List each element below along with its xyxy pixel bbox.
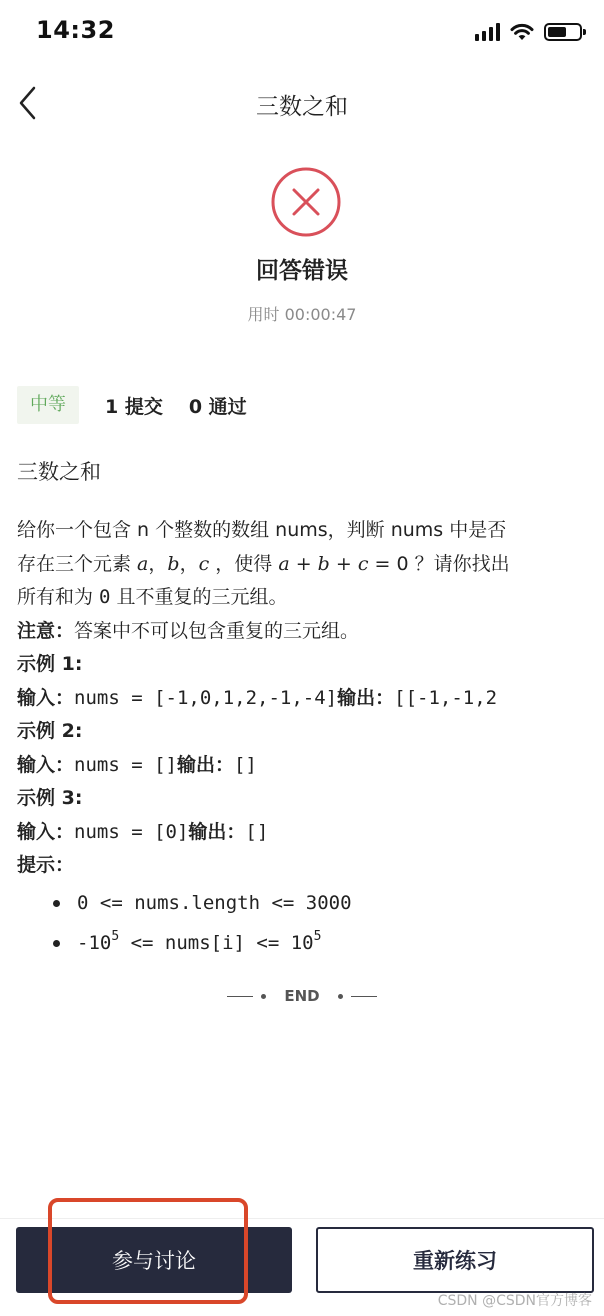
signal-icon <box>475 23 500 41</box>
nav-bar <box>0 70 604 136</box>
output-value: [] <box>233 753 257 776</box>
divider <box>227 996 253 997</box>
math-var: c <box>198 552 210 575</box>
desc-text: 所有和为 <box>17 586 100 608</box>
problem-description <box>17 514 601 963</box>
join-discussion-button[interactable]: 参与讨论 <box>16 1227 292 1293</box>
hint-item <box>17 923 601 963</box>
example-label: 示例 1: <box>17 653 83 675</box>
hint-item <box>17 883 601 923</box>
battery-icon <box>544 23 582 41</box>
status-icons <box>475 20 582 44</box>
desc-text: ，使得 <box>209 552 279 575</box>
practice-again-button[interactable]: 重新练习 <box>316 1227 594 1293</box>
note-line <box>17 615 601 649</box>
status-bar <box>0 0 604 62</box>
math-expr: a + b + c <box>278 552 369 575</box>
result-title: 回答错误 <box>256 258 348 284</box>
hint-heading <box>17 849 601 883</box>
example-io <box>17 682 601 716</box>
example-label: 示例 3: <box>17 787 83 809</box>
hint-label: 提示： <box>17 854 75 876</box>
submission-count: 1 提交 <box>105 395 163 418</box>
desc-text: 存在三个元素 <box>17 552 138 575</box>
wifi-icon <box>510 23 534 41</box>
example-io <box>17 816 601 850</box>
math-var: b <box>167 552 180 575</box>
output-label: 输出： <box>176 753 234 776</box>
output-label: 输出： <box>337 686 395 709</box>
input-label: 输入： <box>17 686 75 709</box>
hint-exponent: 5 <box>111 928 120 944</box>
divider-dot <box>338 994 343 999</box>
example-heading <box>17 782 601 816</box>
input-value: nums = [0] <box>74 820 189 843</box>
example-label: 示例 2: <box>17 720 83 742</box>
example-io <box>17 749 601 783</box>
hint-exponent: 5 <box>313 928 322 944</box>
status-time: 14:32 <box>36 16 115 44</box>
input-value: nums = [-1,0,1,2,-1,-4] <box>74 686 338 709</box>
desc-text: ， <box>179 552 199 575</box>
difficulty-badge: 中等 <box>17 386 79 424</box>
desc-text: 且不重复的三元组。 <box>110 586 288 608</box>
hint-text: <= nums[i] <= 10 <box>119 931 314 954</box>
battery-level <box>548 27 566 37</box>
math-var: a <box>137 552 149 575</box>
elapsed-time: 用时 00:00:47 <box>247 305 357 324</box>
passed-count: 0 通过 <box>188 395 247 418</box>
example-heading <box>17 648 601 682</box>
output-value: [[-1,-1,2 <box>394 686 498 709</box>
desc-text: = 0 ？请你找出 <box>368 552 510 575</box>
note-label: 注意： <box>17 619 75 642</box>
output-label: 输出： <box>188 820 246 843</box>
input-label: 输入： <box>17 753 75 776</box>
desc-text: ， <box>148 552 168 575</box>
hint-text: -10 <box>77 931 112 954</box>
end-marker <box>0 982 604 1010</box>
input-label: 输入： <box>17 820 75 843</box>
divider <box>351 996 377 997</box>
example-heading <box>17 715 601 749</box>
code-inline: 0 <box>99 586 111 608</box>
input-value: nums = [] <box>74 753 177 776</box>
problem-title: 三数之和 <box>17 460 101 484</box>
desc-line <box>17 514 601 548</box>
note-text: 答案中不可以包含重复的三元组。 <box>74 619 360 642</box>
watermark: CSDN @CSDN官方博客 <box>437 1293 592 1309</box>
error-x-icon <box>270 166 342 238</box>
output-value: [] <box>245 820 269 843</box>
desc-line <box>17 548 601 582</box>
end-label: END <box>284 987 320 1005</box>
hint-list <box>17 883 601 963</box>
desc-text: 给你一个包含 n 个整数的数组 nums，判断 nums 中是否 <box>17 519 507 541</box>
divider-dot <box>261 994 266 999</box>
problem-meta <box>17 386 247 424</box>
page-title: 三数之和 <box>256 94 348 120</box>
desc-line <box>17 581 601 615</box>
hint-text: 0 <= nums.length <= 3000 <box>77 891 352 914</box>
